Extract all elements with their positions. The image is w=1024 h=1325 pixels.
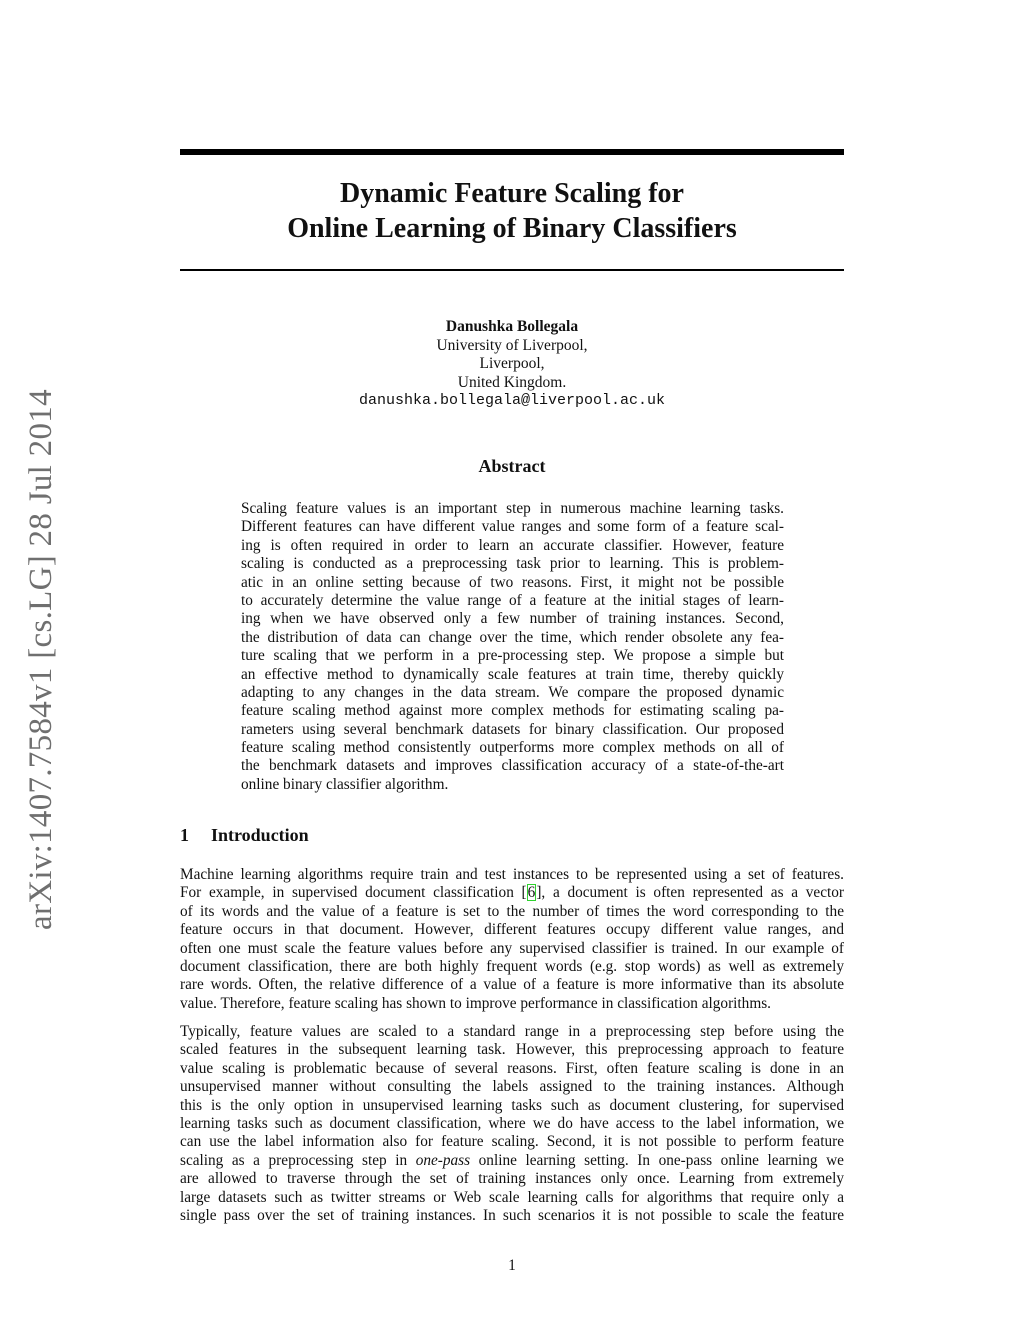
section-heading-introduction [180, 825, 309, 846]
abstract-line: scaling is conducted as a preprocessing task prior to learning. This is problem- [241, 555, 784, 573]
affiliation-line: United Kingdom. [457, 373, 567, 391]
author-name: Danushka Bollegala [445, 318, 579, 335]
abstract-line: online binary classifier algorithm. [241, 775, 449, 793]
section-title: Introduction [211, 825, 309, 845]
title-line-1: Dynamic Feature Scaling for [340, 178, 684, 209]
abstract-line: feature scaling method against more complex methods for estimating scaling pa- [241, 702, 784, 720]
paragraph-line: value. Therefore, feature scaling has shown to improve performance in classification algorithms. [180, 994, 771, 1012]
arxiv-identifier: arXiv:1407.7584v1 [cs.LG] 28 Jul 2014 [23, 389, 59, 930]
paragraph-line [180, 1152, 844, 1170]
abstract-line: the distribution of data can change over the time, which render obsolete any fea- [241, 628, 784, 646]
paragraph-line: feature occurs in that document. However, different features occupy different value ranges, and [180, 921, 844, 939]
paragraph-line: of its words and the value of a feature is set to the number of times the word corresponding to the [180, 902, 844, 920]
abstract-line: Scaling feature values is an important step in numerous machine learning tasks. [241, 500, 784, 517]
abstract-heading: Abstract [478, 456, 546, 476]
abstract-line: Different features can have different value ranges and some form of a feature scal- [241, 518, 784, 536]
paragraph-line: value scaling is problematic because of several reasons. First, often feature scaling is done in an [180, 1059, 844, 1077]
paragraph-line: scaled features in the subsequent learning task. However, this preprocessing approach to feature [180, 1041, 844, 1059]
abstract-line: to accurately determine the value range of a feature at the initial stages of learn- [241, 591, 784, 609]
paragraph-line: single pass over the set of training instances. In such scenarios it is not possible to scale the feature [180, 1206, 844, 1224]
paragraph-line: rare words. Often, the relative difference of a value of a feature is more informative than its absolute [180, 976, 844, 994]
line-text: online learning setting. In one-pass online learning we [470, 1151, 844, 1169]
emphasis-one-pass: one-pass [415, 1151, 471, 1169]
intro-paragraph-1 [180, 866, 844, 1013]
abstract-line: feature scaling method consistently outperforms more complex methods on all of [241, 739, 784, 757]
paragraph-line: can use the label information also for feature scaling. Second, it is not possible to perform feature [180, 1133, 844, 1151]
paragraph-line: unsupervised manner without consulting the labels assigned to the training instances. Although [180, 1078, 844, 1096]
abstract-line: an effective method to dynamically scale features at train time, thereby quickly [241, 665, 784, 683]
author-email[interactable]: danushka.bollegala@liverpool.ac.uk [358, 392, 666, 409]
paragraph-line: Machine learning algorithms require train and test instances to be represented using a set of features. [180, 866, 844, 883]
abstract-line: the benchmark datasets and improves classification accuracy of a state-of-the-art [241, 757, 784, 775]
line-text: scaling as a preprocessing step in [180, 1151, 416, 1169]
abstract-line: ing is often required in order to learn an accurate classifier. However, feature [241, 536, 784, 554]
affiliation-line: University of Liverpool, [436, 336, 588, 354]
section-number: 1 [180, 825, 189, 845]
top-rule [180, 149, 844, 155]
paragraph-line: document classification, there are both highly frequent words (e.g. stop words) as well as extremely [180, 957, 844, 975]
author-block [180, 318, 844, 411]
paragraph-line: Typically, feature values are scaled to a standard range in a preprocessing step before using the [180, 1023, 844, 1040]
paragraph-line [180, 884, 844, 902]
abstract-line: ing when we have observed only a few number of training instances. Second, [241, 610, 784, 628]
abstract-line: rameters using several benchmark datasets for binary classification. Our proposed [241, 720, 784, 738]
line-text: For example, in supervised document classification [ [180, 884, 527, 902]
citation-link[interactable]: 6 [527, 884, 536, 902]
line-text: ], a document is often represented as a vector [536, 884, 844, 902]
title-line-2: Online Learning of Binary Classifiers [287, 213, 737, 244]
paragraph-line: large datasets such as twitter streams or Web scale learning calls for algorithms that require only a [180, 1188, 844, 1206]
title-bottom-rule [180, 269, 844, 271]
intro-paragraph-2 [180, 1023, 844, 1225]
abstract-line: adapting to any changes in the data stream. We compare the proposed dynamic [241, 683, 784, 701]
paragraph-line: are allowed to traverse through the set of training instances only once. Learning from extremely [180, 1170, 844, 1188]
paragraph-line: this is the only option in unsupervised learning tasks such as document clustering, for supervised [180, 1096, 844, 1114]
paragraph-line: often one must scale the feature values before any supervised classifier is trained. In our example of [180, 939, 844, 957]
abstract-line: ture scaling that we perform in a pre-processing step. We propose a simple but [241, 647, 784, 665]
page-number: 1 [508, 1257, 516, 1274]
abstract-body [241, 500, 784, 794]
paper-title [180, 176, 844, 246]
paragraph-line: learning tasks such as document classification, where we do have access to the label information, we [180, 1114, 844, 1132]
abstract-line: atic in an online setting because of two reasons. First, it might not be possible [241, 573, 784, 591]
affiliation-line: Liverpool, [479, 355, 545, 372]
